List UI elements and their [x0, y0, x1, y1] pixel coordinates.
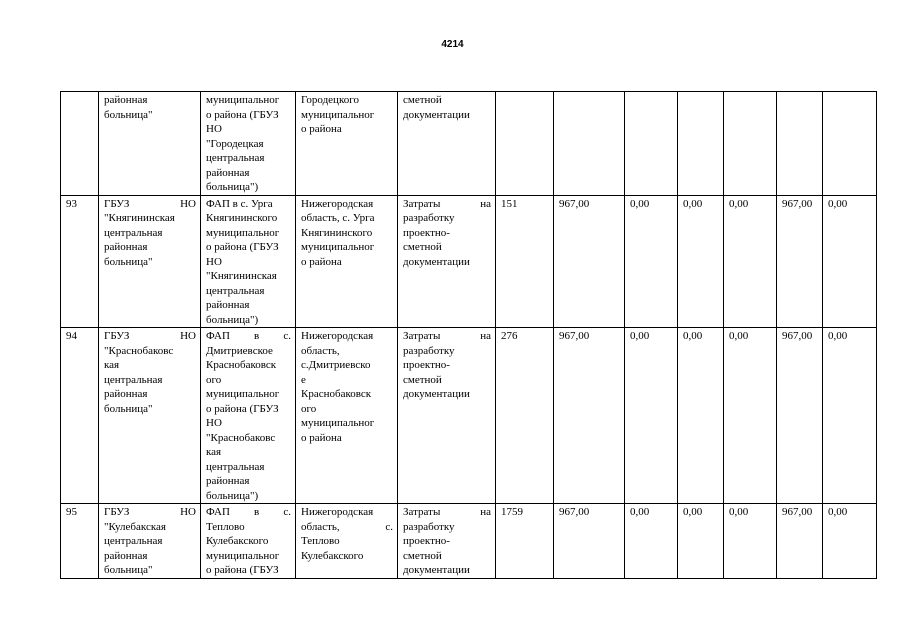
amount-cell-3: 0,00 — [724, 504, 777, 579]
purpose-cell — [398, 504, 496, 579]
object-cell — [201, 328, 296, 504]
institution-cell-line: ГБУЗ НО — [104, 506, 196, 518]
amount-cell-5: 0,00 — [823, 328, 877, 504]
location-cell — [296, 504, 398, 579]
amount-cell-1: 0,00 — [625, 195, 678, 328]
purpose-cell-line: сметной — [403, 373, 442, 386]
total-cell: 967,00 — [554, 504, 625, 579]
purpose-cell-line: документации — [403, 108, 470, 121]
location-cell-line: Нижегородская — [301, 330, 374, 342]
purpose-cell-line: Затраты на — [403, 506, 491, 518]
location-cell-line: муниципальног — [301, 108, 375, 121]
object-cell-line: "Княгининская — [206, 270, 277, 282]
institution-cell-line: центральная — [104, 373, 163, 386]
institution-cell-line: больница" — [104, 108, 153, 121]
budget-table — [60, 91, 877, 579]
object-cell-line: районная — [206, 475, 250, 487]
amount-cell-2: 0,00 — [678, 328, 724, 504]
code-cell: 151 — [496, 195, 554, 328]
table-row — [61, 504, 877, 579]
purpose-cell-line: сметной — [403, 94, 442, 106]
purpose-cell — [398, 328, 496, 504]
institution-cell-line: "Кулебакская — [104, 520, 166, 533]
institution-cell — [99, 328, 201, 504]
amount-cell-5: 0,00 — [823, 195, 877, 328]
row-number-cell — [61, 92, 99, 196]
institution-cell-line: больница" — [104, 564, 153, 576]
object-cell — [201, 92, 296, 196]
row-number-cell: 93 — [61, 195, 99, 328]
location-cell — [296, 328, 398, 504]
page-number: 4214 — [441, 39, 464, 50]
location-cell — [296, 195, 398, 328]
location-cell-line: муниципальног — [301, 417, 375, 429]
object-cell-line: муниципальног — [206, 94, 280, 106]
location-cell-line: Нижегородская — [301, 197, 374, 210]
object-cell-line: центральная — [206, 152, 265, 164]
amount-cell-5: 0,00 — [823, 504, 877, 579]
object-cell-line: ФАП в с. — [206, 330, 291, 342]
object-cell-line: муниципальног — [206, 549, 280, 562]
object-cell-line: центральная — [206, 284, 265, 297]
object-cell-line: больница") — [206, 489, 259, 502]
institution-cell-line: ГБУЗ НО — [104, 330, 196, 342]
purpose-cell-line: проектно- — [403, 359, 450, 371]
object-cell-line: ого — [206, 373, 222, 386]
amount-cell-4 — [777, 92, 823, 196]
object-cell-line: Дмитриевское — [206, 344, 273, 357]
object-cell-line: о района (ГБУЗ — [206, 108, 279, 121]
object-cell-line: "Городецкая — [206, 137, 264, 150]
table-row — [61, 195, 877, 328]
location-cell-line: область, — [301, 344, 340, 357]
location-cell-line: Княгининского — [301, 226, 373, 239]
location-cell-line: Кулебакского — [301, 549, 364, 562]
code-cell: 276 — [496, 328, 554, 504]
table-row — [61, 328, 877, 504]
institution-cell — [99, 504, 201, 579]
object-cell-line: НО — [206, 255, 222, 268]
row-number-cell: 94 — [61, 328, 99, 504]
purpose-cell-line: Затраты на — [403, 330, 491, 342]
object-cell-line: кая — [206, 446, 222, 458]
institution-cell-line: кая — [104, 359, 120, 371]
institution-cell — [99, 195, 201, 328]
table-body — [61, 92, 877, 579]
object-cell-line: муниципальног — [206, 226, 280, 239]
amount-cell-1: 0,00 — [625, 328, 678, 504]
amount-cell-4: 967,00 — [777, 328, 823, 504]
institution-cell-line: центральная — [104, 535, 163, 547]
amount-cell-5 — [823, 92, 877, 196]
object-cell-line: районная — [206, 166, 250, 179]
object-cell-line: центральная — [206, 460, 265, 473]
location-cell-line: Краснобаковск — [301, 388, 372, 400]
purpose-cell-line: проектно- — [403, 226, 450, 239]
amount-cell-3 — [724, 92, 777, 196]
object-cell-line: НО — [206, 417, 222, 429]
object-cell — [201, 504, 296, 579]
table-row — [61, 92, 877, 196]
object-cell-line: больница") — [206, 313, 259, 326]
location-cell-line: муниципальног — [301, 241, 375, 253]
purpose-cell — [398, 92, 496, 196]
location-cell-line: Теплово — [301, 535, 340, 547]
object-cell-line: о района (ГБУЗ — [206, 241, 279, 253]
institution-cell-line: районная — [104, 241, 148, 253]
institution-cell — [99, 92, 201, 196]
amount-cell-2: 0,00 — [678, 195, 724, 328]
amount-cell-4: 967,00 — [777, 504, 823, 579]
amount-cell-1: 0,00 — [625, 504, 678, 579]
purpose-cell-line: документации — [403, 255, 470, 268]
amount-cell-2 — [678, 92, 724, 196]
object-cell-line: больница") — [206, 181, 259, 193]
location-cell-line: с.Дмитриевско — [301, 359, 371, 371]
purpose-cell-line: разработку — [403, 520, 455, 533]
amount-cell-2: 0,00 — [678, 504, 724, 579]
location-cell-line: Нижегородская — [301, 506, 374, 518]
purpose-cell-line: документации — [403, 388, 470, 400]
object-cell-line: ФАП в с. Урга — [206, 197, 273, 210]
institution-cell-line: центральная — [104, 226, 163, 239]
total-cell: 967,00 — [554, 328, 625, 504]
object-cell-line: муниципальног — [206, 388, 280, 400]
institution-cell-line: районная — [104, 388, 148, 400]
location-cell — [296, 92, 398, 196]
object-cell-line: ФАП в с. — [206, 506, 291, 518]
amount-cell-4: 967,00 — [777, 195, 823, 328]
institution-cell-line: больница" — [104, 255, 153, 268]
object-cell-line: Краснобаковск — [206, 359, 277, 371]
amount-cell-1 — [625, 92, 678, 196]
institution-cell-line: больница" — [104, 402, 153, 415]
location-cell-line: область, с. — [301, 520, 393, 533]
object-cell-line: Теплово — [206, 520, 245, 533]
location-cell-line: о района — [301, 123, 342, 135]
purpose-cell-line: документации — [403, 564, 470, 576]
purpose-cell — [398, 195, 496, 328]
purpose-cell-line: Затраты на — [403, 197, 491, 210]
location-cell-line: о района — [301, 255, 342, 268]
location-cell-line: ого — [301, 402, 317, 415]
object-cell-line: "Краснобаковс — [206, 431, 276, 444]
institution-cell-line: ГБУЗ НО — [104, 197, 196, 210]
purpose-cell-line: разработку — [403, 212, 455, 224]
institution-cell-line: "Краснобаковс — [104, 344, 174, 357]
institution-cell-line: районная — [104, 549, 148, 562]
amount-cell-3: 0,00 — [724, 195, 777, 328]
object-cell-line: НО — [206, 123, 222, 135]
object-cell-line: районная — [206, 299, 250, 311]
institution-cell-line: "Княгининская — [104, 212, 175, 224]
purpose-cell-line: сметной — [403, 241, 442, 253]
total-cell: 967,00 — [554, 195, 625, 328]
purpose-cell-line: проектно- — [403, 535, 450, 547]
total-cell — [554, 92, 625, 196]
code-cell — [496, 92, 554, 196]
object-cell-line: о района (ГБУЗ — [206, 564, 279, 576]
code-cell: 1759 — [496, 504, 554, 579]
object-cell-line: Княгининского — [206, 212, 278, 224]
amount-cell-3: 0,00 — [724, 328, 777, 504]
location-cell-line: е — [301, 373, 306, 386]
object-cell — [201, 195, 296, 328]
location-cell-line: Городецкого — [301, 94, 359, 106]
purpose-cell-line: разработку — [403, 344, 455, 357]
institution-cell-line: районная — [104, 94, 148, 106]
row-number-cell: 95 — [61, 504, 99, 579]
object-cell-line: Кулебакского — [206, 535, 269, 547]
location-cell-line: область, с. Урга — [301, 212, 375, 224]
purpose-cell-line: сметной — [403, 549, 442, 562]
object-cell-line: о района (ГБУЗ — [206, 402, 279, 415]
location-cell-line: о района — [301, 431, 342, 444]
